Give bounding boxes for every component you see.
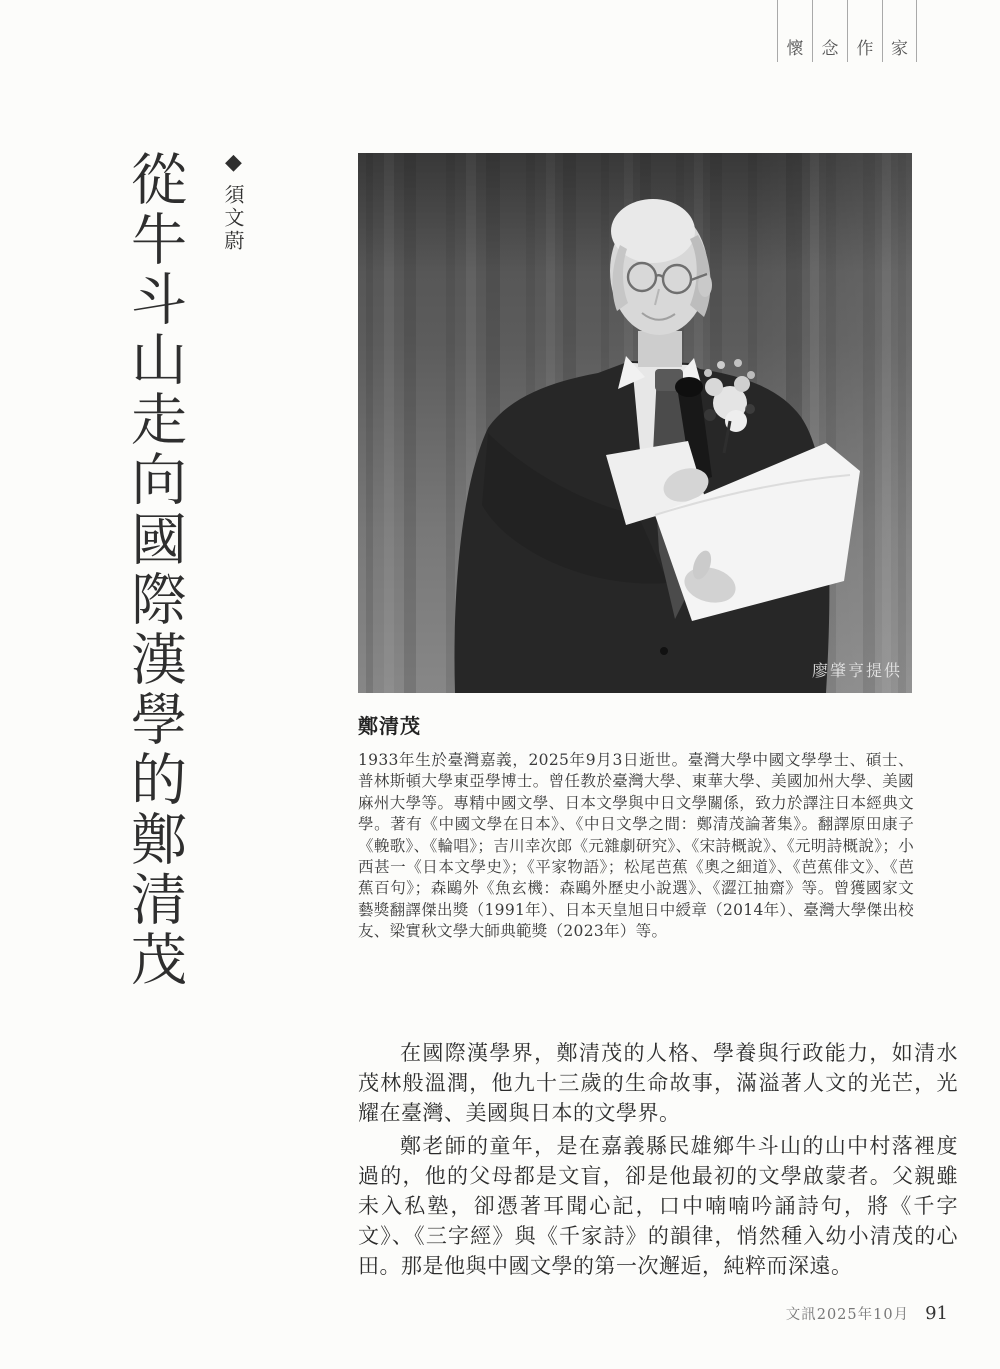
portrait-photo-illustration xyxy=(358,153,912,693)
suit-button xyxy=(660,647,668,655)
article-paragraph: 在國際漢學界，鄭清茂的人格、學養與行政能力，如清水茂林般溫潤，他九十三歲的生命故事，滿溢著人文的光芒，光耀在臺灣、美國與日本的文學界。 xyxy=(358,1041,958,1125)
page-footer xyxy=(786,1303,948,1324)
bio-name: 鄭清茂 xyxy=(358,714,421,738)
byline-author: 須文蔚 xyxy=(221,184,245,253)
article-paragraph: 鄭老師的童年，是在嘉義縣民雄鄉牛斗山的山中村落裡度過的，他的父母都是文盲，卻是他最初的文學啟蒙者。父親雖未入私塾，卻憑著耳聞心記，口中喃喃吟誦詩句，將《千字文》、《三字經》與《千家詩》的韻律，悄然種入幼小清茂的心田。那是他與中國文學的第一次邂逅，純粹而深遠。 xyxy=(358,1134,958,1278)
category-header-char: 家 xyxy=(882,0,917,62)
diamond-bullet-icon: ◆ xyxy=(221,150,246,184)
category-header-char: 念 xyxy=(812,0,847,62)
bio-section xyxy=(358,710,914,943)
category-header xyxy=(777,0,917,62)
bio-text: 1933年生於臺灣嘉義，2025年9月3日逝世。臺灣大學中國文學學士、碩士、普林斯頓大學東亞學博士。曾任教於臺灣大學、東華大學、美國加州大學、美國麻州大學等。專精中國文學、日本文學與中日文學關係，致力於譯注日本經典文學。著有《中國文學在日本》、《中日文學之間：鄭清茂論著集》。翻譯原田康子《輓歌》、《輪唱》；吉川幸次郎《元雜劇研究》、《宋詩概說》、《元明詩概說》；小西甚一《日本文學史》；《平家物語》；松尾芭蕉《奧之細道》、《芭蕉俳文》、《芭蕉百句》；森鷗外《魚玄機：森鷗外歷史小說選》、《澀江抽齋》等。曾獲國家文藝獎翻譯傑出獎（1991年）、日本天皇旭日中綬章（2014年）、臺灣大學傑出校友、梁實秋文學大師典範獎（2023年）等。 xyxy=(358,751,914,941)
category-header-char: 懷 xyxy=(777,0,812,62)
portrait-photo xyxy=(358,153,912,693)
page-title: 從牛斗山走向國際漢學的鄭清茂 xyxy=(122,150,187,990)
category-header-char: 作 xyxy=(847,0,882,62)
journal-issue-label: 文訊2025年10月 xyxy=(785,1307,910,1323)
page-number: 91 xyxy=(925,1303,948,1324)
neck xyxy=(638,331,682,367)
byline xyxy=(222,150,244,253)
article-body xyxy=(358,1038,958,1281)
photo-credit: 廖肇亨提供 xyxy=(811,661,902,680)
